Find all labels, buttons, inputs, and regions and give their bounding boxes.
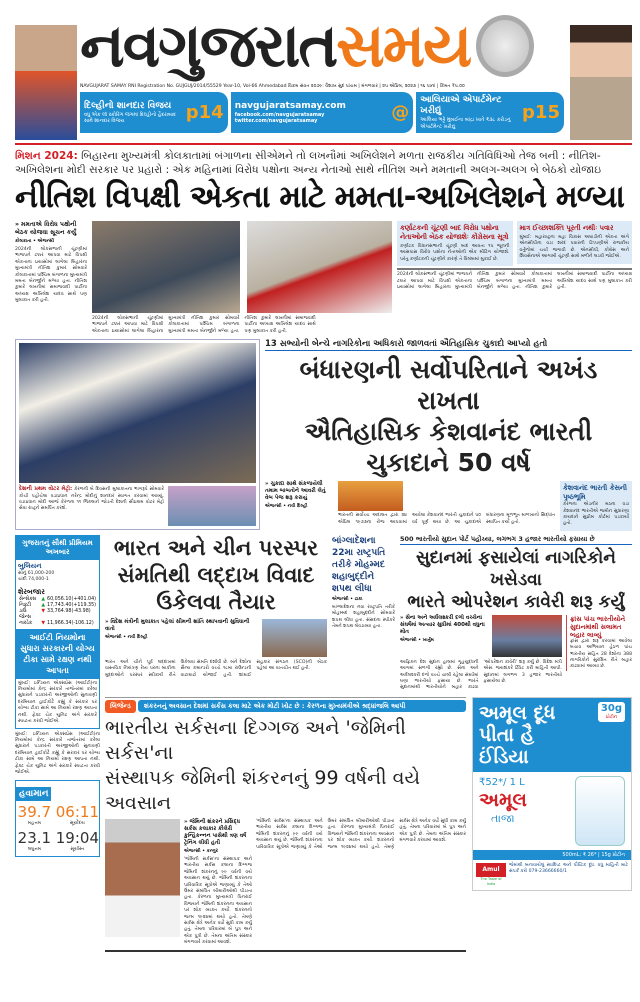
sudan-evacuees-photo [492,615,562,657]
sunrise-time: 06:11 [55,803,99,822]
divider [105,950,466,952]
ad-brand: અમૂલ [479,788,527,811]
divider [15,143,632,145]
gemini-body-cont: 'જેમિની સર્કસ'ના સંસ્થાપક અને ભારતીય સર્કસ કલાના દિગ્ગજ જેમિની શંકરનનું ૯૯ વર્ષની વયે અવસાન થયું છે. જેમિની શંકરનના પારિવારિક સૂત્રોએ જણાવ્યું કે તેઓ ઉંમર સંબંધિત બીમારીઓથી પીડાતા હતા. કેરળના મુખ્યમંત્રી પિનરાઈ વિજયને જેમિની શંકરનના અવસાન પર શોક વ્યક્ત કર્યો. શંકરનનો જન્મ ૧૯૨૪માં થયો હતો. તેમણે સર્કસ ક્ષેત્રે અનેક વર્ષો સુધી કામ કર્યું હતું. તેમના પરિવારમાં બે પુત્ર અને એક પુત્રી છે. તેમના અંતિમ સંસ્કાર મંગળવારે કરવામાં આવશે. [256,818,466,850]
left-sidebar [15,535,100,729]
weather-title: હવામાન [16,787,51,801]
kesavananda-photo [338,481,403,511]
market-row: નાસ્ડેક ▼ 11,966.34(-106.12) [19,620,94,626]
gemini-story [105,697,466,952]
ad-fine-print: જેમાંથી બનાવાયેલું સ્વાદિષ્ટ અને પૌષ્ટિક દૂધ. વધુ માહિતી માટે સંપર્ક કરો 079-23666660/1 [509,862,628,875]
lead-body: 2024ની લોકસભાની ચૂંટણીમાં ભાજપને ટક્કર આપવા માટે વિપક્ષી એકતાના પ્રયાસોમાં લાગેલા બિહારના મુખ્યમંત્રી નીતિશ કુમાર સોમવારે કોલકાતામાં પશ્ચિમ બંગાળના મુખ્યમંત્રી મમતા બેનર્જીને મળ્યા હતા. નીતિશ કુમારે લખનૌમાં સમાજવાદી પાર્ટીના અધ્યક્ષ અખિલેશ યાદવ સાથે પણ મુલાકાત કરી હતી. [15,247,87,304]
amul-logo: Amul [476,863,506,877]
china-headline: ભારત અને ચીન પરસ્પર સંમતિથી લદ્દાખ વિવાદ ઉકેલવા તૈયાર [113,535,319,614]
sudan-byline: એજન્સી • ખાર્તુમ [400,637,434,643]
sunset-label: સૂર્યાસ્ત [70,847,85,853]
it-rules-body: મુંબઈ: ઇન્ડિયન એક્સપ્રેસ (આઈટી)ના નિયમોમાં કેન્દ્ર સરકારે તાજેતરમાં કરેલા સુધારાને પડકારતી અરજીઓની સુનાવણી દરમિયાન હાઈકોર્ટે કહ્યું કે સરકાર પર યોગ્ય ટીકા સામે આ નિયમો રક્ષણ આપતા નથી. ફેક્ટ ચેક યુનિટ અંગે સરકારે સ્પષ્ટતા કરવી જોઈએ. [18,680,97,725]
banner-website[interactable]: navgujaratsamay.com facebook.com/navgujaratsamay twitter.com/navgujaratsamay @ [231,92,414,133]
sunset-time: 19:04 [55,829,99,848]
box-background: કેશવાનંદ ભારતી કેસની પૃષ્ઠભૂમિ કેરળના એડનીર મઠના વડા કેશવાનંદ ભારતીએ જમીન સુધારણા કાયદાને સુપ્રીમ કોર્ટમાં પડકાર્યો હતો. [560,481,632,531]
lead-kicker: મિશન 2024: બિહારના મુખ્યમંત્રી કોલકાતામાં બંગાળના સીએમને તો લખનૌમાં અખિલેશને મળતા રાજકીય ગતિવિધિઓ તેજ બની : નીતિશ-અખિલેશના મોદી સરકાર પર પ્રહારો : એક મહિનામાં વિરોધ પક્ષોના અન્ય નેતાઓ સાથે નીતિશ અને મમતાની અલગ-અલગ બે બેઠકો યોજાઇ [15,150,601,176]
masthead-center [80,10,567,133]
ad-white-panel [473,772,631,850]
market-row: સેન્સેક્સ ▲ 60,056.10(+401.04) [19,596,96,602]
nitish-akhilesh-photo [247,221,392,313]
bangladesh-byline: એજન્સી • ઢાકા [332,596,363,602]
sudan-side-title: ફ્રાંસ પાંચ ભારતીયોને સુદાનમાંથી સલામત બહાર લાવ્યું [570,614,626,639]
kesavananda-body: ભારતની સર્વોચ્ચ અદાલત દ્વારા ૨૪ એપ્રિલ ૧૯૭૩ના રોજ આપવામાં આવેલા કેશવાનંદ ભારતી ચુકાદાને ૫૦ વર્ષ પૂર્ણ થયા છે. આ ચુકાદાએ બંધારણના મૂળભૂત માળખાનો સિદ્ધાંત સ્થાપિત કર્યો હતો. [338,513,555,525]
ad-info: 500mL: ₹ 26* | 15g પ્રોટીન [562,851,625,858]
lead-body-right: 2024ની લોકસભાની ચૂંટણીમાં ભાજપને ટક્કર આપવા માટે વિપક્ષી એકતાના પ્રયાસોમાં લાગેલા બિહારના મુખ્યમંત્રી નીતિશ કુમાર સોમવારે કોલકાતામાં પશ્ચિમ બંગાળના મુખ્યમંત્રી મમતા બેનર્જીને મળ્યા હતા. નીતિશ કુમારે લખનૌમાં સમાજવાદી પાર્ટીના અધ્યક્ષ અખિલેશ યાદવ સાથે પણ મુલાકાત કરી હતી. [397,272,632,291]
kesavananda-headline: બંધારણની સર્વોપરિતાને અખંડ રાખતા ઐતિહાસિક કેશવાનંદ ભારતી ચુકાદાને 50 વર્ષ [299,355,598,478]
lead-byline: કોલકાતા • એજન્સી [15,239,55,244]
weather-box [15,780,100,857]
sunrise-label: સૂર્યોદય [69,821,85,827]
section-three [15,535,632,952]
kesavananda-bullet: » ચુકાદા સાથે સંકળાયેલી તમામ બાબતોને આવરી લેતું વેબ પેજ શરૂ કરાયું [265,481,326,502]
actress-photo [570,25,632,140]
dateline: NAVGUJARAT SAMAY RNI Registration No. GUJGUJ/2014/55529 Year-10, Vol-66 Ahmedabad વિક્રમ સંવત ૨૦૭૯: વૈશાખ સુદ પાંચમ | મંગળવાર | ૨૫ એપ્રિલ, ૨૦૨૩ | ૧૬ પાનાં | કિંમત ₹૫.૦૦ [80,84,465,89]
masthead-logo: નવગુજરાતસમય [80,11,471,81]
banner-sports[interactable]: દિલ્હીનો શાનદાર વિજય વધુ એક લૉ સ્કોરિંગ જંગમાં દિલ્હીનો હૈદરાબાદ સામે શાનદાર વિજય p14 [80,92,228,133]
box-karnataka: કર્ણાટકની ચૂંટણી બાદ વિરોધ પક્ષોના નેતાઓની બેઠક યોજાશેઃ કોંગ્રેસના સૂત્રો કર્ણાટક વિધાનસભાની ચૂંટણી બાદ આવતા ૧૫ જૂનની આસપાસ વિરોધ પક્ષોના નેતાઓની એક મીટિંગ યોજાશે. પરંતુ કર્ણાટકની ચૂંટણીને કારણે તે વિલંબમાં મુકાઈ છે. [397,221,513,266]
lead-headline: નીતિશ વિપક્ષી એકતા માટે મમતા-અખિલેશને મળ્યા [15,179,624,215]
amul-ad[interactable] [472,697,632,891]
min-temp: 23.1 [17,829,52,848]
sudan-headline: સુદાનમાં ફસાયેલાં નાગરિકોને ખસેડવા ભારતે ઓપરેશન કાવેરી શરૂ કર્યું [407,547,625,612]
max-temp: 39.7 [17,803,52,822]
sudan-story [400,535,632,692]
sudan-side-body: ફ્રાંસ દ્વારા શરૂ કરવામાં આવેલા બચાવ અભિયાન હેઠળ પાંચ ભારતીય સહિત 28 દેશોના 388 નાગરિકોને સુરક્ષિત રીતે બહાર કાઢવામાં આવ્યા છે. [570,638,632,670]
kesavananda-byline: એજન્સી • નવી દિલ્હી [265,504,308,510]
cricketer-photo [15,25,77,140]
lead-body-cont: 2024ની લોકસભાની ચૂંટણીમાં ભાજપને ટક્કર આપવા માટે વિપક્ષી એકતાના પ્રયાસોમાં લાગેલા બિહારના મુખ્યમંત્રી નીતિશ કુમાર સોમવારે કોલકાતામાં પશ્ચિમ બંગાળના મુખ્યમંત્રી મમતા બેનર્જીને મળ્યા હતા. નીતિશ કુમારે લખનૌમાં સમાજવાદી પાર્ટીના અધ્યક્ષ અખિલેશ યાદવ સાથે પણ મુલાકાત કરી હતી. [92,316,316,334]
ad-line2: પીતા હૈ [479,723,535,746]
legend-tag: લિજેન્ડ [105,700,136,713]
gemini-body: 'જેમિની સર્કસ'ના સંસ્થાપક અને ભારતીય સર્કસ કલાના દિગ્ગજ જેમિની શંકરનનું ૯૯ વર્ષની વયે અવસાન થયું છે. જેમિની શંકરનના પારિવારિક સૂત્રોએ જણાવ્યું કે તેઓ ઉંમર સંબંધિત બીમારીઓથી પીડાતા હતા. કેરળના મુખ્યમંત્રી પિનરાઈ વિજયને જેમિની શંકરનના અવસાન પર શોક વ્યક્ત કર્યો. શંકરનનો જન્મ ૧૯૨૪માં થયો હતો. તેમણે સર્કસ ક્ષેત્રે અનેક વર્ષો સુધી કામ કર્યું હતું. તેમના પરિવારમાં બે પુત્ર અને એક પુત્રી છે. તેમના અંતિમ સંસ્કાર મંગળવારે કરવામાં આવશે. [184,856,252,946]
china-bullet: » વિદેશ મંત્રીની મુલાકાત પહેલાં સીમની શાંતિ સ્થાપવાની સુવિધાની વાતો [105,618,250,632]
markets-table [18,597,97,627]
bullion-title: બુલિયન [18,561,42,570]
sudan-bullet: » સેના અને અર્ધલશ્કરી દળો વચ્ચેના સંઘર્ષમાં અત્યાર સુધીમાં 400થી વધુના મોત [400,614,485,635]
china-story [105,535,327,679]
ladakh-photo [262,619,327,657]
china-body: ભારત અને ચીને પૂર્વ લદ્દાખમાં વાસ્તવિક નિયંત્રણ રેખા પરના બાકીના મુદ્દાઓને પરસ્પર સ્વીકાર્ય રીતે ઉકેલવા સંમતિ દર્શાવી છે. બંને દેશોના સૈન્ય કમાન્ડરો વચ્ચે ૧૮મા રાઉન્ડની વાટાઘાટો યોજાઈ હતી. શાંઘાઈ સહકાર સંગઠન (SCO)ની બેઠક પહેલાં આ વાતચીત થઈ હતી. [105,659,327,678]
gemini-headline: ભારતીય સર્કસના દિગ્ગજ અને 'જેમિની સર્કસ'ના સંસ્થાપક જેમિની શંકરનનું 99 વર્ષની વયે અવસાન [105,716,421,814]
premium-badge: ગુજરાતનું સૌથી પ્રીમિયમ અખબાર [16,536,99,560]
modi-roadshow-photo [19,343,256,483]
ad-line3: ઈંડિયા [479,745,529,768]
ad-variant: તાજા [491,811,515,825]
masthead [15,0,632,140]
metro-box [15,339,260,530]
bangladesh-story [332,535,395,631]
it-rules-body-cont: મુંબઈ: ઇન્ડિયન એક્સપ્રેસ (આઈટી)ના નિયમોમાં કેન્દ્ર સરકારે તાજેતરમાં કરેલા સુધારાને પડકારતી અરજીઓની સુનાવણી દરમિયાન હાઈકોર્ટે કહ્યું કે સરકાર પર યોગ્ય ટીકા સામે આ નિયમો રક્ષણ આપતા નથી. ફેક્ટ ચેક યુનિટ અંગે સરકારે સ્પષ્ટતા કરવી જોઈએ. [15,731,100,775]
min-label: લઘુત્તમ [27,847,41,853]
banner-entertainment[interactable]: આલિયાએ એપાર્ટમેન્ટ ખરીદ્યું આલિયા ભટ્ટે મુંબઈના બાંદ્રા ખાતે ₹૩૮ કરોડનું એપાર્ટમેન્ટ ખરીદ્યું p15 [416,92,564,133]
water-metro-photo [168,486,256,526]
market-row: નિફ્ટી ▲ 17,743.40(+119.35) [19,602,96,608]
lead-bullet: » મમતાએ વિરોધ પક્ષોની બેઠક યોજવા સૂચન કર્યું [15,221,77,236]
sudan-body: આફ્રિકન દેશ સુદાન હાલમાં ગૃહયુદ્ધની આગમાં સળગી રહ્યો છે. સેના અને અર્ધલશ્કરી દળો વચ્ચે ચાલી રહેલા સંઘર્ષમાં ઘણા ભારતીયો ફસાયા છે. ભારતે સુદાનમાંથી ભારતીયોને બહાર કાઢવા 'ઓપરેશન કાવેરી' શરૂ કર્યું છે. વિદેશ મંત્રી એસ. જયશંકરે ટ્વિટ કરી માહિતી આપી. સુદાનમાં લગભગ 3 હજાર ભારતીયો ફસાયેલા છે. [400,659,562,691]
kesavananda-kicker: 13 સભ્યોની બેન્ચે નાગરિકોના અધિકારો જાળવતાં ઐતિહાસિક ચુકાદો આપ્યો હતો [265,339,632,351]
protein-badge: 30g પ્રોટીન [598,702,625,722]
ad-tagline: The Taste of India [480,876,502,886]
bangladesh-body: બાંગ્લાદેશના નવા રાષ્ટ્રપતિ તરીકે મોહમ્મદ શહાબુદ્દીને સોમવારે શપથ લીધા હતા. સંસદના સ્પીકરે તેમને શપથ લેવડાવ્યા હતા. [332,604,395,630]
divider [397,268,632,270]
china-byline: એજન્સી • નવી દિલ્હી [105,634,148,640]
sidebar-column [15,535,100,858]
ad-line1: અમૂલ દૂધ [479,701,556,724]
ad-footer [473,860,631,890]
milk-pouch-icon [575,776,625,846]
nitish-mamata-photo [92,221,240,313]
lead-story [15,221,632,335]
max-label: મહત્તમ [27,821,42,827]
lion-logo-icon [476,15,534,77]
section-two [15,339,632,531]
it-rules-headline: આઈટી નિયમોના સુધારા સરકારની યોગ્ય ટીકા સામે રક્ષણ નથી આપતા [16,629,99,679]
market-row: ડાઉ જોન્સ ▼ 33,764.98(-43.98) [19,608,91,620]
divider [105,697,466,698]
gemini-shankaran-photo [105,819,180,937]
box-pawar: માત્ર ઈચ્છાશક્તિ પૂરતી નથીઃ પવાર મુંબઈ: મહારાષ્ટ્રના મહા વિકાસ અઘાડીની એકતા અંગે એનસીપીના વડા શરદ પવારની ટિપ્પણીએ રાજકીય વર્તુળોમાં ચર્ચા જગાવી છે. એનસીપી, કોંગ્રેસ અને શિવસેનાએ આગામી ચૂંટણી સાથે મળીને લડવી જોઈએ. [517,221,633,264]
bullion-rates: સોનું 61,000-200 ચાંદી 74,000-1 [18,570,55,583]
metro-caption: દેશની પ્રથમ વોટર મેટ્રો: કેરળની બે દિવસની મુલાકાતના ભાગરૂપે સોમવારે કોચી પહોંચેલા વડાપ્રધાન નરેન્દ્ર મોદીનું શાનદાર સ્વાગત કરવામાં આવ્યું. વડાપ્રધાન મોદી આજે કેરળના ૧૧ જિલ્લાને જોડતી દેશની સૌપ્રથમ વોટર મેટ્રો સેવા રાષ્ટ્રને સમર્પિત કરશે. [19,486,165,512]
sensex-title: શેરબજાર [18,587,45,596]
gemini-strip-text: શંકરનનું અવસાન દેશમાં સર્કસ કલા માટે એક મોટી ખોટ છે : કેરળના મુખ્યમંત્રીએ શ્રદ્ધાંજલિ આપી [138,700,466,712]
bangladesh-headline: બાંગ્લાદેશના 22મા રાષ્ટ્રપતિ તરીકે મોહમ્મદ શહાબુદ્દીને શપથ લીધા [332,535,386,594]
sudan-side [566,615,632,671]
gemini-strip [105,700,466,713]
sudan-kicker: 500 ભારતીયો સુદાન પોર્ટ પહોંચ્યા, લગભગ 3 હજાર ભારતીયો ફસાયા છે [400,535,632,545]
ad-price: ₹52*/ 1 L [479,776,525,788]
gemini-bullet: » જેમિની શંકરને પ્રસિદ્ધ સર્કસ કલાકાર કીલેરી કુન્હિકન્નન પાસેથી ત્રણ વર્ષ ટ્રેનિંગ લીધી હતી [184,818,247,846]
gemini-byline: એજન્સી • કન્નુર [184,848,219,854]
